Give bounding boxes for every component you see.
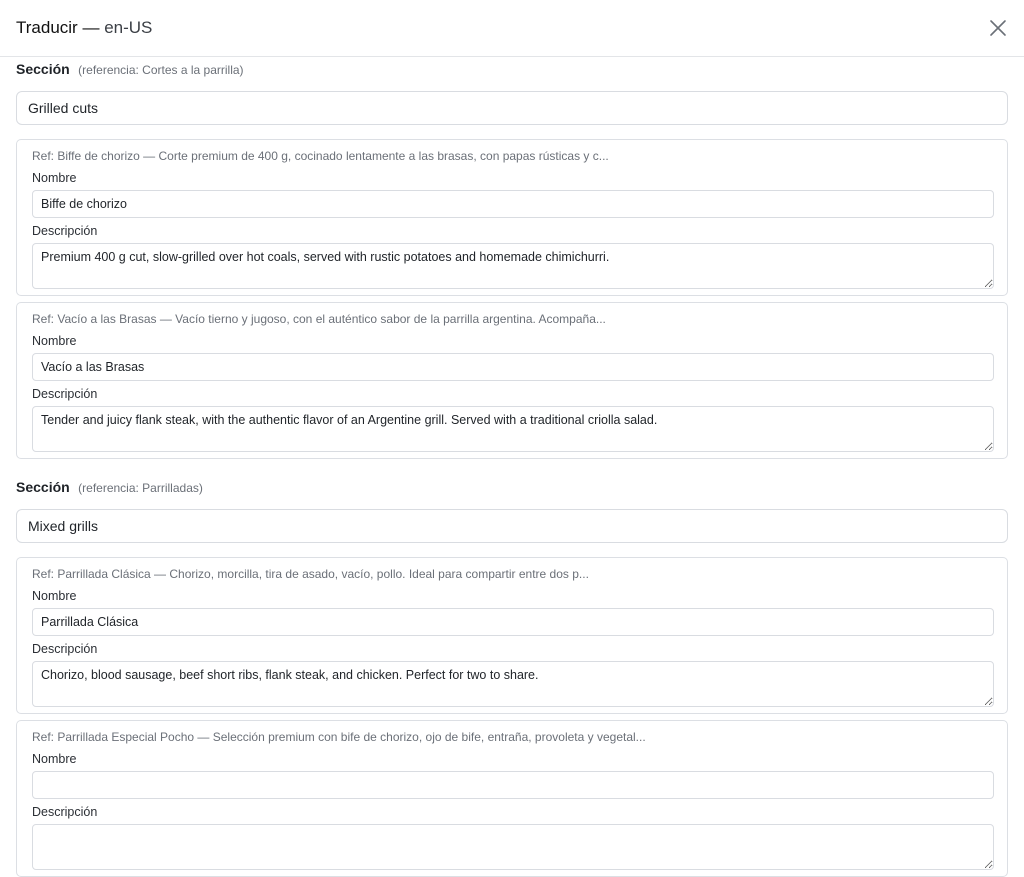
item-description-textarea[interactable] [32,243,994,289]
section-title: Sección [16,479,70,495]
item-name-input[interactable] [32,353,994,381]
item-name-input[interactable] [32,190,994,218]
section-label [16,61,1008,83]
item-description-textarea[interactable] [32,661,994,707]
name-label: Nombre [32,171,77,185]
close-button[interactable] [986,16,1010,40]
item-reference: Ref: Parrillada Especial Pocho — Selección premium con bife de chorizo, ojo de bife, entraña, provoleta y vegetal... [32,730,646,744]
item-description-textarea[interactable] [32,824,994,870]
section-name-input[interactable] [16,509,1008,543]
name-label: Nombre [32,752,77,766]
section-reference: (referencia: Parrilladas) [78,481,203,495]
description-label: Descripción [32,642,98,656]
section-block [16,61,1008,459]
item-card [16,139,1008,296]
dialog-header [0,0,1024,57]
item-reference: Ref: Parrillada Clásica — Chorizo, morcilla, tira de asado, vacío, pollo. Ideal para compartir entre dos p... [32,567,589,581]
name-label: Nombre [32,589,77,603]
translation-form [16,57,1008,877]
description-label: Descripción [32,224,98,238]
name-label: Nombre [32,334,77,348]
item-description-textarea[interactable] [32,406,994,452]
section-name-input[interactable] [16,91,1008,125]
item-card [16,302,1008,459]
dialog-locale: en-US [104,18,153,37]
section-block [16,479,1008,877]
description-label: Descripción [32,387,98,401]
item-reference: Ref: Vacío a las Brasas — Vacío tierno y jugoso, con el auténtico sabor de la parrilla argentina. Acompaña... [32,312,606,326]
dialog-title-text: Traducir — [16,18,100,37]
item-name-input[interactable] [32,771,994,799]
dialog-title [16,18,152,38]
item-card [16,720,1008,877]
item-name-input[interactable] [32,608,994,636]
description-label: Descripción [32,805,98,819]
section-reference: (referencia: Cortes a la parrilla) [78,63,244,77]
item-card [16,557,1008,714]
close-icon [986,16,1010,40]
section-label [16,479,1008,501]
section-title: Sección [16,61,70,77]
item-reference: Ref: Biffe de chorizo — Corte premium de 400 g, cocinado lentamente a las brasas, con papas rústicas y c... [32,149,609,163]
